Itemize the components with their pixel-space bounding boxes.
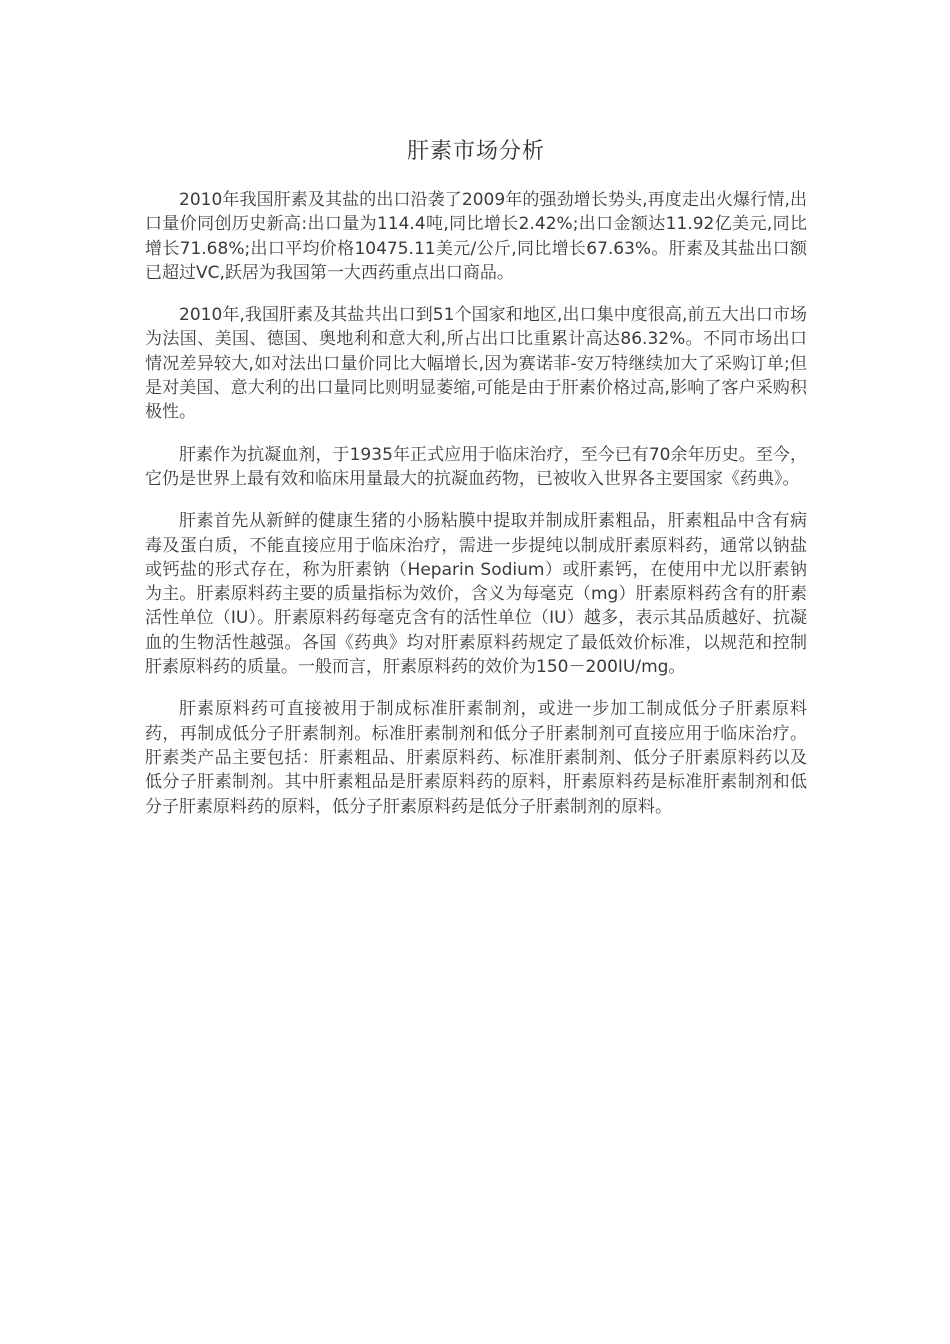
- paragraph-export-markets: 2010年,我国肝素及其盐共出口到51个国家和地区,出口集中度很高,前五大出口市场为法国、美国、德国、奥地利和意大利,所占出口比重累计高达86.32%。不同市场出口情况差异较大,如对法出口量价同比大幅增长,因为赛诺菲-安万特继续加大了采购订单;但是对美国、意大利的出口量同比则明显萎缩,可能是由于肝素价格过高,影响了客户采购积极性。: [145, 305, 807, 423]
- paragraph-product-categories: 肝素原料药可直接被用于制成标准肝素制剂，或进一步加工制成低分子肝素原料药，再制成低分子肝素制剂。标准肝素制剂和低分子肝素制剂可直接应用于临床治疗。肝素类产品主要包括：肝素粗品、肝素原料药、标准肝素制剂、低分子肝素原料药以及低分子肝素制剂。其中肝素粗品是肝素原料药的原料，肝素原料药是标准肝素制剂和低分子肝素原料药的原料，低分子肝素原料药是低分子肝素制剂的原料。: [145, 699, 807, 817]
- paragraph-export-growth: 2010年我国肝素及其盐的出口沿袭了2009年的强劲增长势头,再度走出火爆行情,出口量价同创历史新高:出口量为114.4吨,同比增长2.42%;出口金额达11.92亿美元,同比增长71.68%;出口平均价格10475.11美元/公斤,同比增长67.63%。肝素及其盐出口额已超过VC,跃居为我国第一大西药重点出口商品。: [145, 190, 807, 283]
- document-title: 肝素市场分析: [406, 139, 545, 164]
- paragraph-production-quality: 肝素首先从新鲜的健康生猪的小肠粘膜中提取并制成肝素粗品，肝素粗品中含有病毒及蛋白质，不能直接应用于临床治疗，需进一步提纯以制成肝素原料药，通常以钠盐或钙盐的形式存在，称为肝素钠（Heparin Sodium）或肝素钙，在使用中尤以肝素钠为主。肝素原料药主要的质量指标为效价，含义为每毫克（mg）肝素原料药含有的肝素活性单位（IU）。肝素原料药每毫克含有的活性单位（IU）越多，表示其品质越好、抗凝血的生物活性越强。各国《药典》均对肝素原料药规定了最低效价标准，以规范和控制肝素原料药的质量。一般而言，肝素原料药的效价为150－200IU/mg。: [145, 511, 807, 678]
- paragraph-anticoagulant-history: 肝素作为抗凝血剂，于1935年正式应用于临床治疗，至今已有70余年历史。至今，它仍是世界上最有效和临床用量最大的抗凝血药物，已被收入世界各主要国家《药典》。: [145, 444, 807, 489]
- document-body: [145, 136, 807, 837]
